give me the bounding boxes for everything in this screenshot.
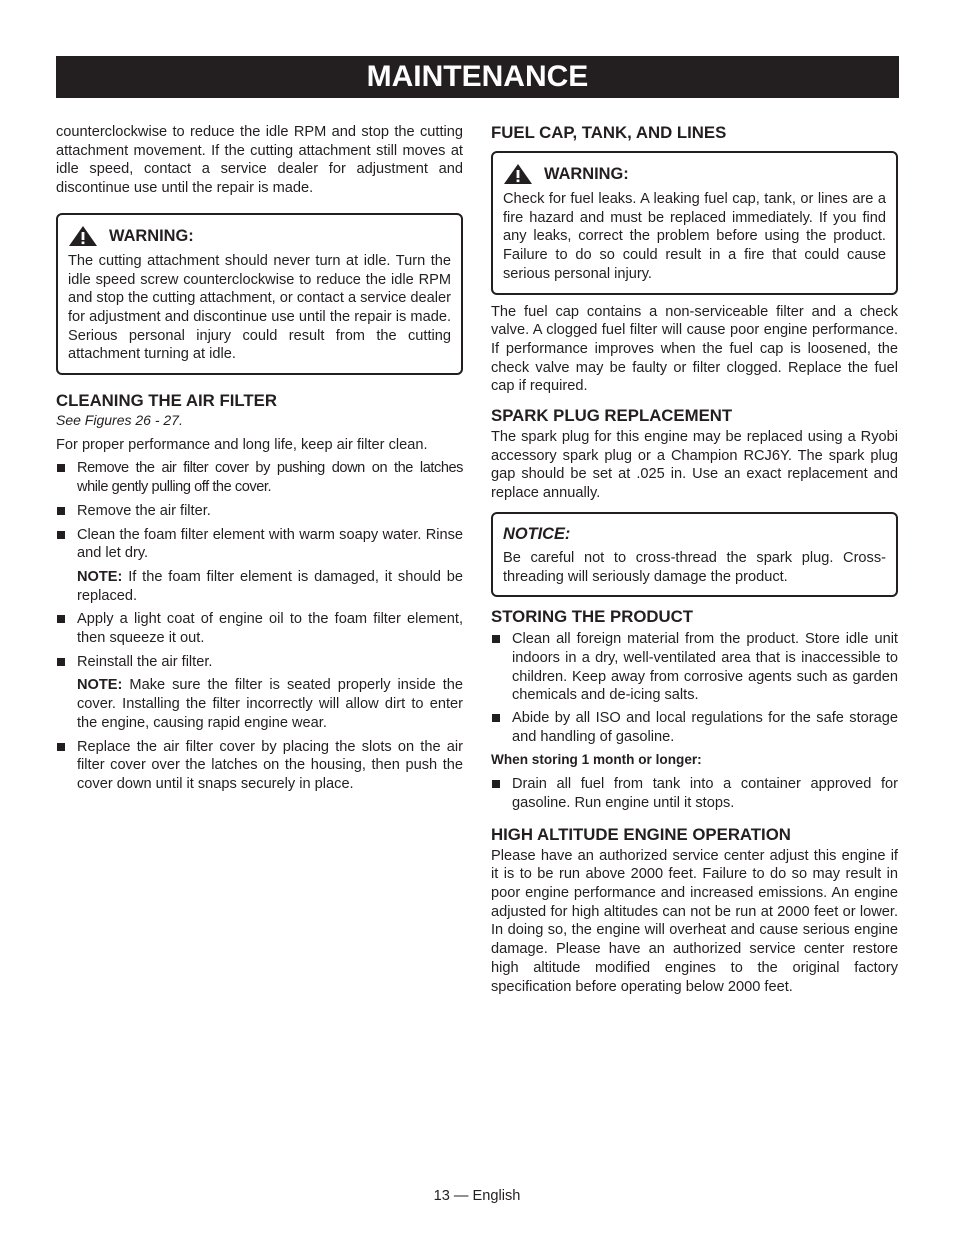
square-bullet-icon [57, 658, 65, 666]
air-filter-steps-3 [56, 738, 463, 794]
warning-title: WARNING: [544, 165, 629, 183]
list-item-text: Clean the foam filter element with warm soapy water. Rinse and let dry. [77, 526, 463, 562]
list-item-text: Abide by all ISO and local regulations for the safe storage and handling of gasoline. [512, 710, 898, 745]
square-bullet-icon [57, 507, 65, 515]
square-bullet-icon [57, 464, 65, 472]
left-column [56, 123, 463, 794]
note-label: NOTE: [77, 568, 123, 585]
list-item [56, 526, 463, 563]
list-item-text: Remove the air filter cover by pushing down on the latches while gently pulling off the cover. [77, 460, 463, 496]
square-bullet-icon [57, 615, 65, 623]
list-item-text: Reinstall the air filter. [77, 653, 213, 670]
list-item [56, 502, 463, 521]
warning-text: The cutting attachment should never turn at idle. Turn the idle speed screw counterclockwise to reduce the idle RPM and stop the cutting attachment, or contact a service dealer for adjustment and discontinue use until the repair is made. Serious personal injury could result from the cutting attachment turning at idle. [68, 252, 451, 363]
section-heading-storing: STORING THE PRODUCT [491, 607, 694, 627]
page-footer [0, 1187, 954, 1206]
spark-plug-paragraph: The spark plug for this engine may be replaced using a Ryobi accessory spark plug or a Champion RCJ6Y. The spark plug gap should be set at .025 in. Use an exact replacement and replace annually. [491, 429, 898, 502]
square-bullet-icon [492, 635, 500, 643]
note-text: If the foam filter element is damaged, it should be replaced. [77, 568, 463, 604]
storing-list [491, 630, 898, 746]
air-filter-intro: For proper performance and long life, keep air filter clean. [56, 436, 428, 453]
section-heading-spark: SPARK PLUG REPLACEMENT [491, 406, 733, 426]
list-item [56, 653, 463, 672]
note-text: Make sure the filter is seated properly inside the cover. Installing the filter incorrectly will allow dirt to enter the engine, causing rapid engine wear. [77, 677, 463, 731]
list-item-text: Clean all foreign material from the product. Store idle unit indoors in a dry, well-ventilated area that is inaccessible to children. Keep away from corrosive agents such as garden chemicals and de-icing salts. [512, 631, 898, 704]
square-bullet-icon [57, 743, 65, 751]
list-item-text: Apply a light coat of engine oil to the foam filter element, then squeeze it out. [77, 611, 463, 647]
page-title: MAINTENANCE [366, 60, 589, 93]
storing-month-list [491, 775, 898, 812]
list-item [491, 775, 898, 812]
list-item-text: Remove the air filter. [77, 502, 211, 519]
warning-box-fuel [491, 151, 898, 295]
notice-box [491, 512, 898, 597]
section-heading-air-filter: CLEANING THE AIR FILTER [56, 391, 277, 411]
warning-title: WARNING: [109, 226, 194, 245]
notice-title: NOTICE: [503, 524, 571, 543]
page-title-banner [56, 56, 899, 98]
figure-reference: See Figures 26 - 27. [56, 412, 183, 429]
air-filter-steps [56, 459, 463, 563]
list-item [491, 630, 898, 705]
list-item-text: Replace the air filter cover by placing the slots on the air filter cover over the latches on the housing, then push the cover down until it snaps securely in place. [77, 738, 463, 792]
warning-title-row [68, 225, 451, 247]
list-item [56, 738, 463, 794]
page-number: 13 — English [433, 1188, 521, 1204]
square-bullet-icon [492, 714, 500, 722]
intro-paragraph: counterclockwise to reduce the idle RPM and stop the cutting attachment movement. If the cutting attachment still moves at idle speed, contact a service dealer for adjustment and discontinue use until the repair is made. [56, 124, 463, 197]
warning-text: Check for fuel leaks. A leaking fuel cap, tank, or lines are a fire hazard and must be replaced immediately. If you find any leaks, correct the problem before using the product. Failure to do so could result in a fire that could cause serious personal injury. [503, 191, 886, 282]
list-item [56, 459, 463, 496]
note-filter-seated [56, 676, 463, 732]
square-bullet-icon [492, 780, 500, 788]
note-damaged-filter [56, 568, 463, 605]
list-item [491, 709, 898, 746]
fuel-cap-paragraph: The fuel cap contains a non-serviceable filter and a check valve. A clogged fuel filter will cause poor engine performance. If performance improves when the fuel cap is loosened, the check valve may be faulty or filter clogged. Replace the fuel cap if required. [491, 303, 898, 395]
air-filter-section [56, 391, 463, 794]
list-item [56, 610, 463, 647]
storing-month-label: When storing 1 month or longer: [491, 752, 702, 768]
warning-triangle-icon [503, 163, 533, 185]
square-bullet-icon [57, 531, 65, 539]
list-item-text: Drain all fuel from tank into a container approved for gasoline. Run engine until it stops. [512, 776, 898, 811]
warning-triangle-icon [68, 225, 98, 247]
section-heading-altitude: HIGH ALTITUDE ENGINE OPERATION [491, 824, 791, 844]
right-column [491, 123, 898, 996]
section-heading-fuel: FUEL CAP, TANK, AND LINES [491, 123, 727, 142]
note-label: NOTE: [77, 677, 123, 694]
air-filter-steps-2 [56, 610, 463, 671]
notice-text: Be careful not to cross-thread the spark plug. Cross-threading will seriously damage the product. [503, 549, 886, 585]
altitude-paragraph: Please have an authorized service center adjust this engine if it is to be run above 2000 feet. Failure to do so may result in poor engine performance and increased emissions. An engine adjusted for high altitudes can not be run at 2000 feet or lower. In doing so, the engine will overheat and cause serious engine damage. Please have an authorized service center restore high altitude modified engines to the original factory specification before operating below 2000 feet. [491, 847, 898, 995]
warning-title-row [503, 163, 886, 185]
warning-box-idle [56, 213, 463, 375]
